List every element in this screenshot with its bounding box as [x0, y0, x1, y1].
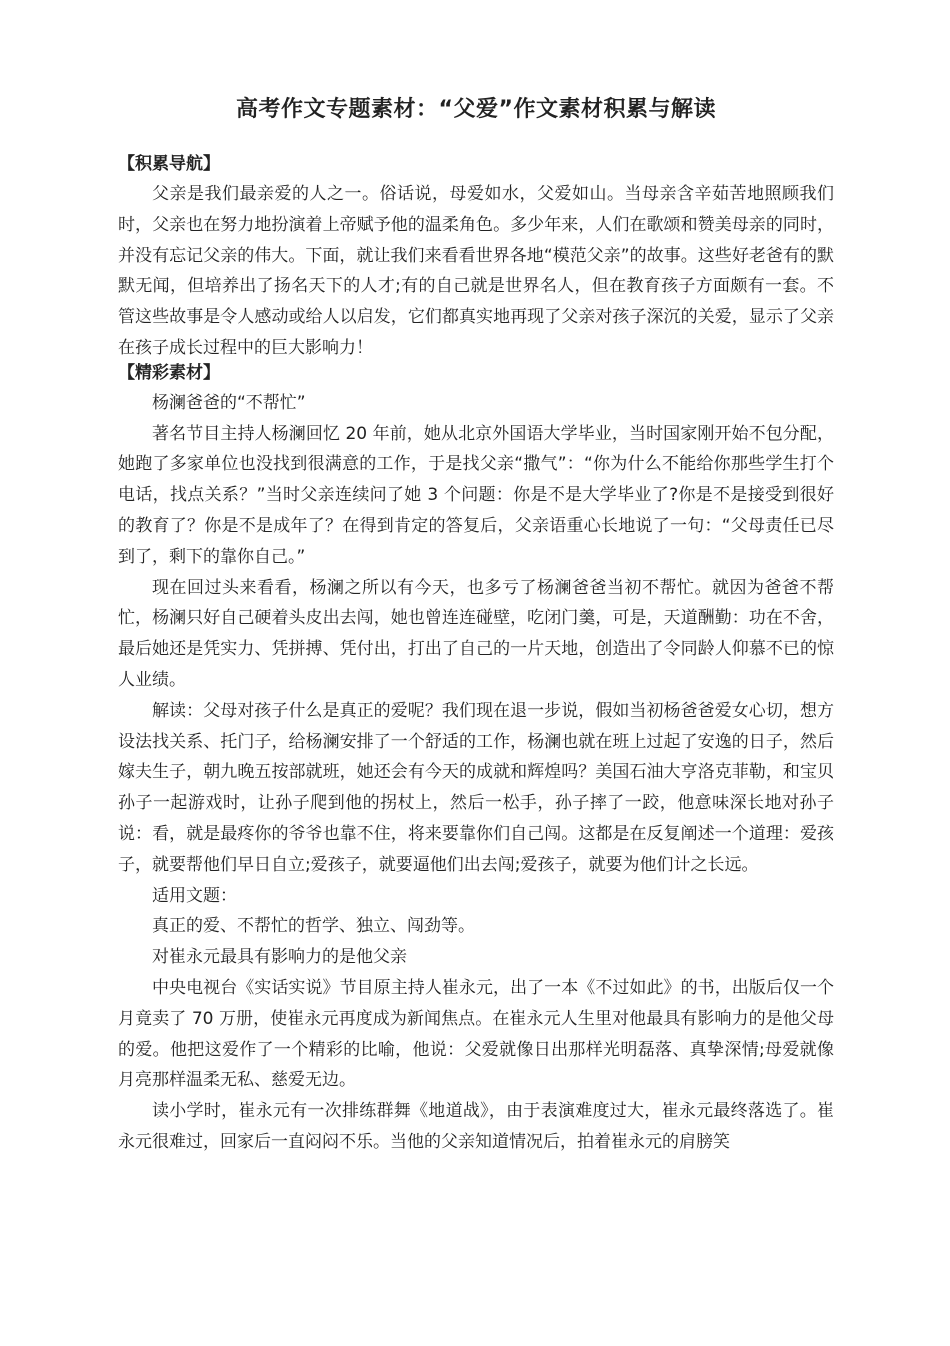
story-paragraph: 现在回过头来看看，杨澜之所以有今天，也多亏了杨澜爸爸当初不帮忙。就因为爸爸不帮忙，杨澜只好自己硬着头皮出去闯，她也曾连连碰壁，吃闭门羹，可是，天道酬勤：功在不舍，最后她还是凭实力、凭拼搏、凭付出，打出了自己的一片天地，创造出了令同龄人仰慕不已的惊人业绩。: [118, 577, 834, 690]
document-title: 高考作文专题素材：“父爱”作文素材积累与解读: [236, 97, 716, 122]
intro-paragraph: 父亲是我们最亲爱的人之一。俗话说，母爱如水，父爱如山。当母亲含辛茹苦地照顾我们时，父亲也在努力地扮演着上帝赋予他的温柔角色。多少年来，人们在歌颂和赞美母亲的同时，并没有忘记父亲的伟大。下面，就让我们来看看世界各地“模范父亲”的故事。这些好老爸有的默默无闻，但培养出了扬名天下的人才;有的自己就是世界名人，但在教育孩子方面颇有一套。不管这些故事是令人感动或给人以启发，它们都真实地再现了父亲对孩子深沉的关爱，显示了父亲在孩子成长过程中的巨大影响力！: [118, 184, 834, 358]
story-title-cui-yongyuan: 对崔永元最具有影响力的是他父亲: [152, 947, 407, 968]
applicable-topics-list: 真正的爱、不帮忙的哲学、独立、闯劲等。: [152, 916, 475, 937]
section-heading-materials: 【精彩素材】: [118, 362, 220, 383]
story-paragraph: 著名节目主持人杨澜回忆 20 年前，她从北京外国语大学毕业，当时国家刚开始不包分配，她跑了多家单位也没找到很满意的工作，于是找父亲“撒气”：“你为什么不能给你那些学生打个电话，找点关系？”当时父亲连续问了她 3 个问题：你是不是大学毕业了?你是不是接受到很好的教育了？你是不是成年了？在得到肯定的答复后，父亲语重心长地说了一句：“父母责任已尽到了，剩下的靠你自己。”: [118, 423, 834, 567]
document-body: [118, 92, 834, 1158]
story-paragraph: 中央电视台《实话实说》节目原主持人崔永元，出了一本《不过如此》的书，出版后仅一个月竟卖了 70 万册，使崔永元再度成为新闻焦点。在崔永元人生里对他最具有影响力的是他父母的爱。他把这爱作了一个精彩的比喻，他说：父爱就像日出那样光明磊落、真挚深情;母爱就像月亮那样温柔无私、慈爱无边。: [118, 977, 834, 1091]
section-heading-navigation: 【积累导航】: [118, 154, 220, 174]
story-title-yang-lan: 杨澜爸爸的“不帮忙”: [152, 392, 306, 413]
applicable-topics-label: 适用文题：: [152, 885, 237, 906]
analysis-paragraph: 解读：父母对孩子什么是真正的爱呢？我们现在退一步说，假如当初杨爸爸爱女心切，想方设法找关系、托门子，给杨澜安排了一个舒适的工作，杨澜也就在班上过起了安逸的日子，然后嫁夫生子，朝九晚五按部就班，她还会有今天的成就和辉煌吗？美国石油大亨洛克菲勒，和宝贝孙子一起游戏时，让孙子爬到他的拐杖上，然后一松手，孙子摔了一跤，他意味深长地对孙子说：看，就是最疼你的爷爷也靠不住，将来要靠你们自己闯。这都是在反复阐述一个道理：爱孩子，就要帮他们早日自立;爱孩子，就要逼他们出去闯;爱孩子，就要为他们计之长远。: [118, 700, 834, 875]
story-paragraph: 读小学时，崔永元有一次排练群舞《地道战》，由于表演难度过大，崔永元最终落选了。崔永元很难过，回家后一直闷闷不乐。当他的父亲知道情况后，拍着崔永元的肩膀笑: [118, 1101, 834, 1152]
